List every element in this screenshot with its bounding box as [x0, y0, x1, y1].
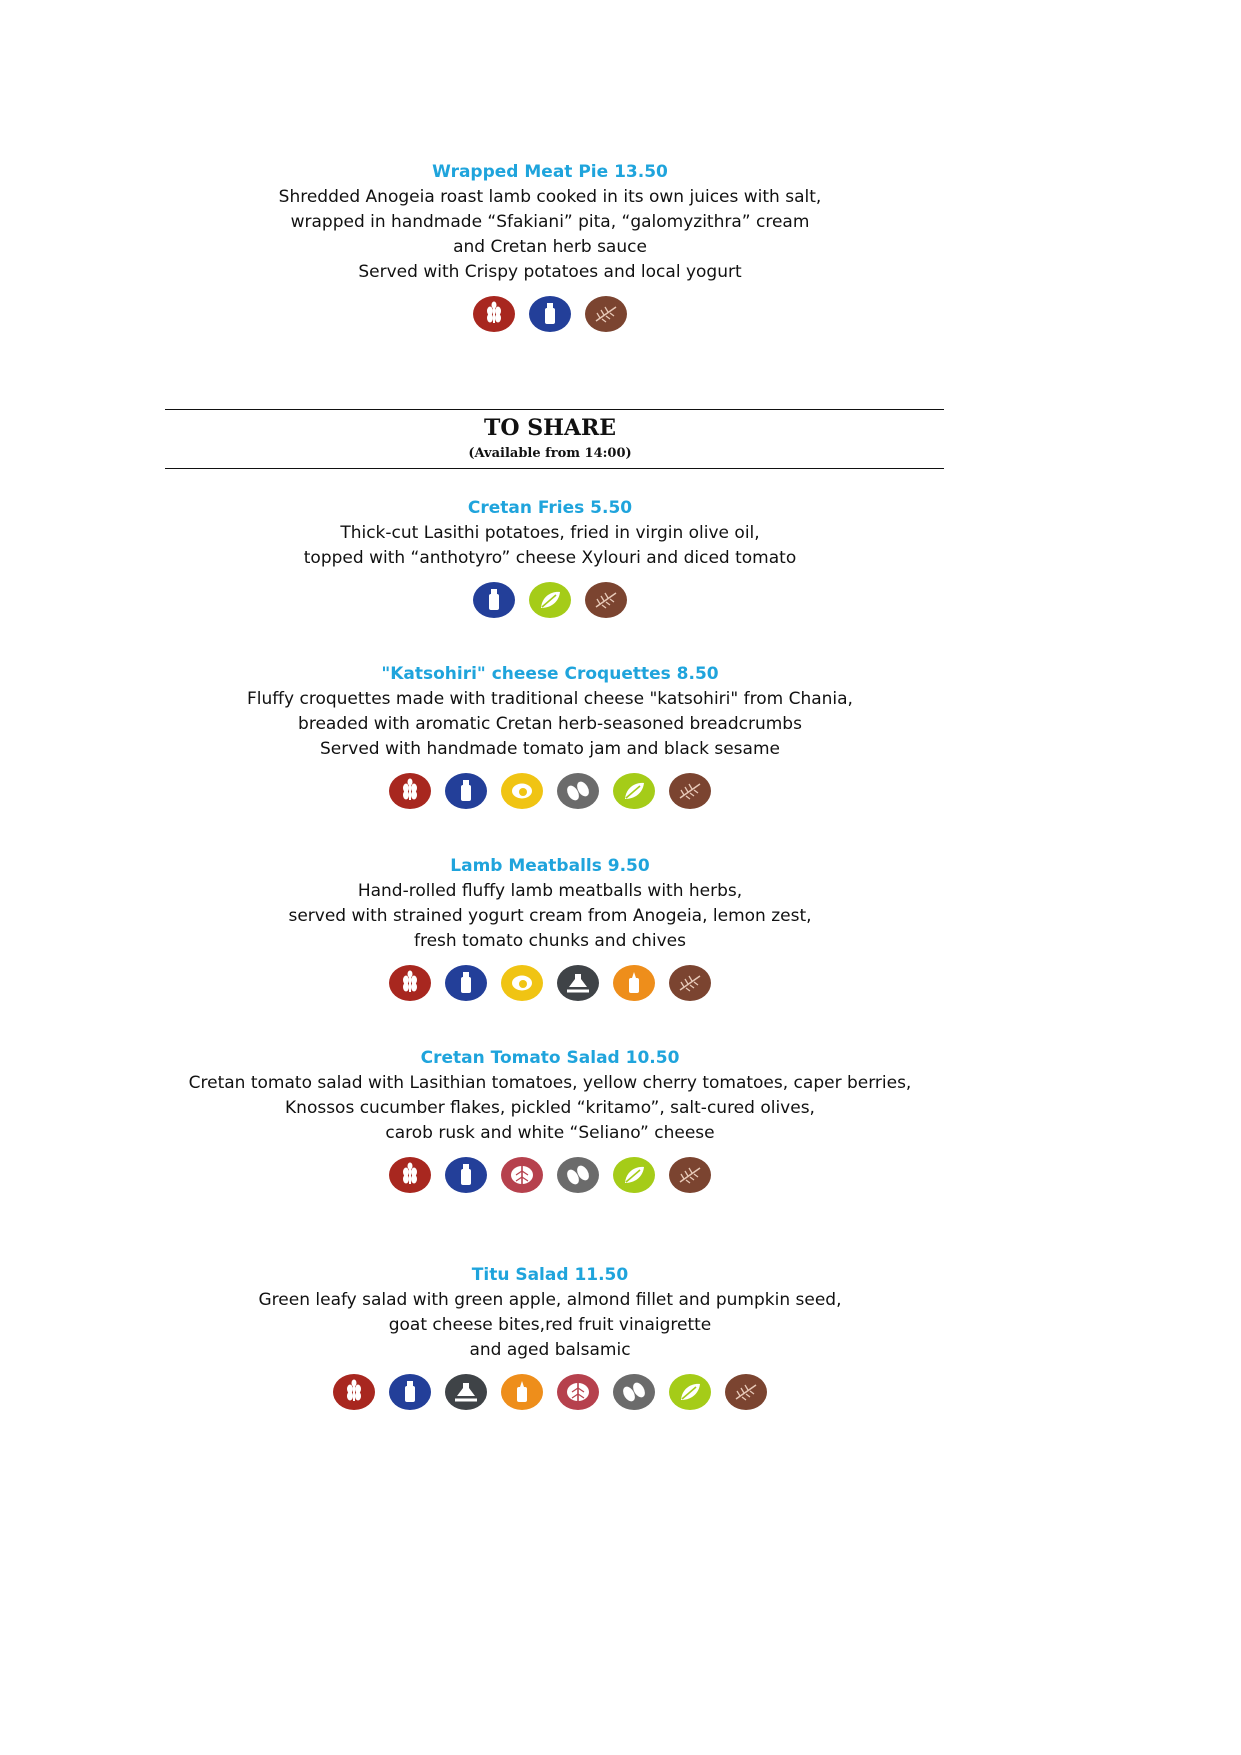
menu-item-cretan-tomato-salad — [0, 1046, 1100, 1194]
item-description-line: and aged balsamic — [469, 1340, 631, 1360]
celery-icon — [668, 964, 712, 1002]
gluten-icon — [332, 1373, 376, 1411]
item-title: Lamb Meatballs 9.50 — [450, 856, 650, 876]
gluten-icon — [388, 772, 432, 810]
item-title: Titu Salad 11.50 — [471, 1265, 629, 1285]
allergen-icons — [0, 581, 1100, 619]
nuts-icon — [556, 1156, 600, 1194]
sesame-icon — [500, 1156, 544, 1194]
mustard-icon — [500, 1373, 544, 1411]
mustard-icon — [612, 964, 656, 1002]
item-description-line: Knossos cucumber flakes, pickled “kritamo”, salt-cured olives, — [285, 1098, 815, 1118]
menu-item-cheese-croquettes — [0, 662, 1100, 810]
item-description-line: Green leafy salad with green apple, almond fillet and pumpkin seed, — [258, 1290, 842, 1310]
item-title: "Katsohiri" cheese Croquettes 8.50 — [381, 664, 719, 684]
gluten-icon — [388, 964, 432, 1002]
section-divider-bottom — [165, 468, 944, 469]
milk-icon — [444, 964, 488, 1002]
menu-item-cretan-fries — [0, 496, 1100, 619]
celery-icon — [668, 772, 712, 810]
vegetarian-icon — [528, 581, 572, 619]
gluten-icon — [388, 1156, 432, 1194]
menu-item-wrapped-meat-pie — [0, 160, 1100, 333]
nuts-icon — [556, 772, 600, 810]
item-description-line: Thick-cut Lasithi potatoes, fried in virgin olive oil, — [340, 523, 760, 543]
item-description-line: wrapped in handmade “Sfakiani” pita, “galomyzithra” cream — [290, 212, 810, 232]
milk-icon — [528, 295, 572, 333]
vegetarian-icon — [612, 1156, 656, 1194]
milk-icon — [472, 581, 516, 619]
milk-icon — [388, 1373, 432, 1411]
vegetarian-icon — [668, 1373, 712, 1411]
vegetarian-icon — [612, 772, 656, 810]
item-description-line: breaded with aromatic Cretan herb-seasoned breadcrumbs — [298, 714, 802, 734]
item-description-line: Served with Crispy potatoes and local yogurt — [358, 262, 742, 282]
item-description-line: served with strained yogurt cream from Anogeia, lemon zest, — [288, 906, 812, 926]
item-description-line: goat cheese bites,red fruit vinaigrette — [388, 1315, 712, 1335]
item-description-line: Served with handmade tomato jam and black sesame — [320, 739, 780, 759]
item-description-line: Cretan tomato salad with Lasithian tomatoes, yellow cherry tomatoes, caper berries, — [188, 1073, 912, 1093]
menu-item-lamb-meatballs — [0, 854, 1100, 1002]
celery-icon — [584, 295, 628, 333]
section-subtitle: (Available from 14:00) — [468, 446, 632, 461]
egg-icon — [500, 772, 544, 810]
section-title: TO SHARE — [484, 415, 616, 441]
item-description-line: Hand-rolled fluffy lamb meatballs with herbs, — [357, 881, 743, 901]
item-description-line: fresh tomato chunks and chives — [414, 931, 686, 951]
celery-icon — [724, 1373, 768, 1411]
item-description-line: and Cretan herb sauce — [453, 237, 647, 257]
allergen-icons — [0, 772, 1100, 810]
celery-icon — [584, 581, 628, 619]
milk-icon — [444, 1156, 488, 1194]
item-description-line: topped with “anthotyro” cheese Xylouri and diced tomato — [303, 548, 797, 568]
gluten-icon — [472, 295, 516, 333]
item-title: Cretan Tomato Salad 10.50 — [420, 1048, 680, 1068]
item-description-line: Fluffy croquettes made with traditional cheese "katsohiri" from Chania, — [247, 689, 853, 709]
egg-icon — [500, 964, 544, 1002]
celery-icon — [668, 1156, 712, 1194]
menu-item-titu-salad — [0, 1263, 1100, 1411]
nuts-icon — [612, 1373, 656, 1411]
fish-icon — [444, 1373, 488, 1411]
item-description-line: Shredded Anogeia roast lamb cooked in its own juices with salt, — [278, 187, 822, 207]
section-divider-top — [165, 409, 944, 410]
item-title: Cretan Fries 5.50 — [467, 498, 633, 518]
allergen-icons — [0, 295, 1100, 333]
allergen-icons — [0, 1373, 1100, 1411]
item-title: Wrapped Meat Pie 13.50 — [432, 162, 668, 182]
sesame-icon — [556, 1373, 600, 1411]
allergen-icons — [0, 964, 1100, 1002]
milk-icon — [444, 772, 488, 810]
item-description-line: carob rusk and white “Seliano” cheese — [385, 1123, 715, 1143]
allergen-icons — [0, 1156, 1100, 1194]
fish-icon — [556, 964, 600, 1002]
